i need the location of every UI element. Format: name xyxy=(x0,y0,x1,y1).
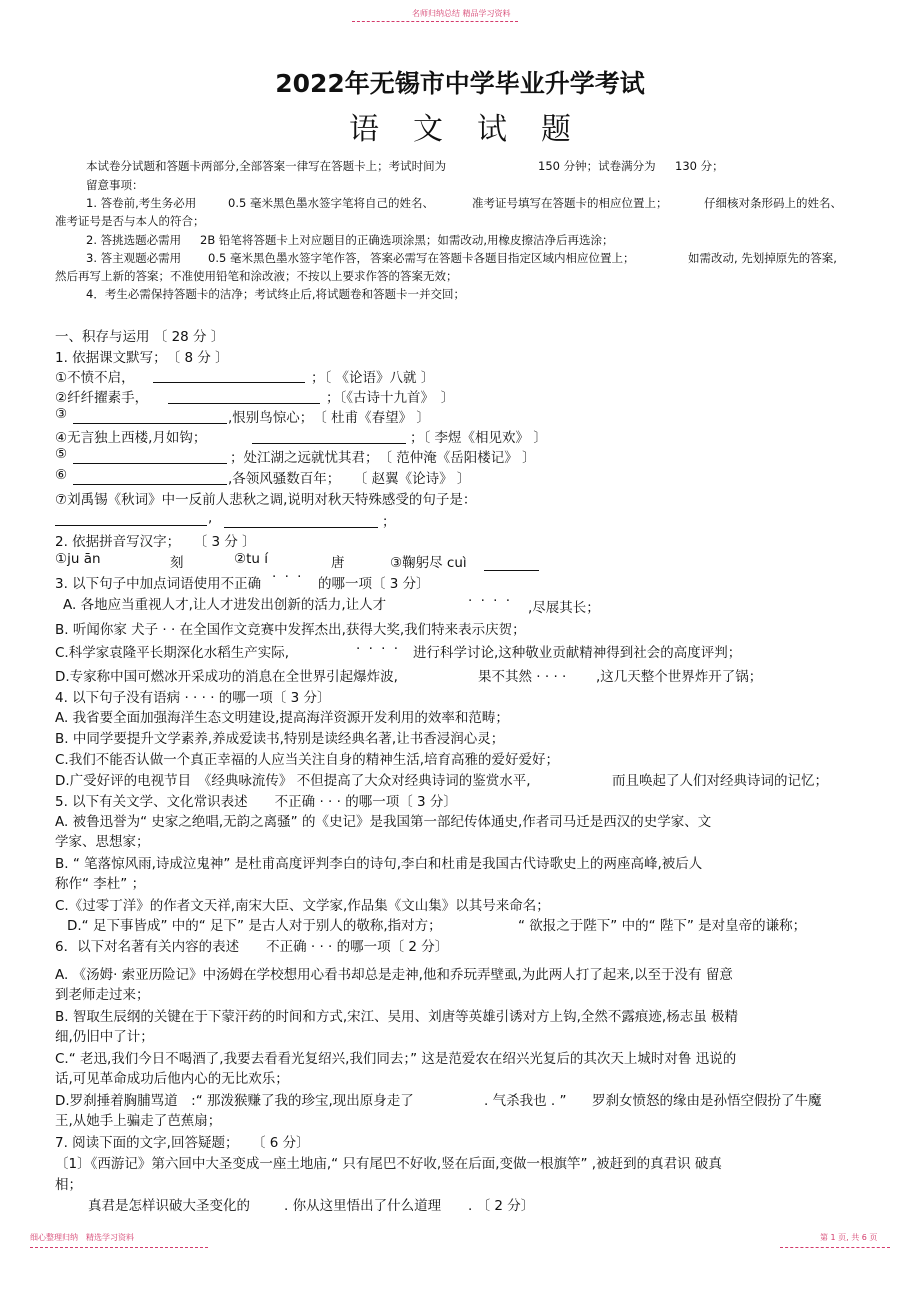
answer-blank[interactable] xyxy=(252,443,406,444)
notice-1d: 仔细核对条形码上的姓名、 xyxy=(704,196,842,210)
notice-3d: 如需改动, 先划掉原先的答案, xyxy=(688,251,837,265)
q4-title: 4. 以下句子没有语病 · · · · 的哪一项〔 3 分〕 xyxy=(55,690,331,706)
footer-page-number: 第 1 页, 共 6 页 xyxy=(820,1233,878,1242)
section-heading: 一、积存与运用 〔 28 分 〕 xyxy=(55,329,225,345)
q2-c: ③鞠躬尽 cuì xyxy=(390,555,467,571)
answer-blank[interactable] xyxy=(55,525,207,526)
q6-A2: 到老师走过来； xyxy=(55,987,150,1003)
notice-1a: 1. 答卷前,考生务必用 xyxy=(86,196,197,210)
q3-title: 3. 以下句子中加点词语使用不正确 xyxy=(55,576,262,592)
q7-p2: 真君是怎样识破大圣变化的 xyxy=(88,1198,250,1214)
q7-p2c: . 〔 2 分〕 xyxy=(468,1198,535,1214)
notice-1e: 准考证号是否与本人的符合； xyxy=(55,214,205,228)
q7-p1: 〔1〕《西游记》第六回中大圣变成一座土地庙,“ 只有尾巴不好收,竖在后面,变做一根旗竿” ,被赶到的真君识 破真 xyxy=(55,1156,722,1172)
q1-line3b: ,恨别鸟惊心； 〔 杜甫《春望》 〕 xyxy=(228,410,430,426)
q1-line2b: ；〔《古诗十九首》 〕 xyxy=(326,390,455,406)
q5-B2: 称作“ 李杜” ； xyxy=(55,876,146,892)
q6-A: A. 《汤姆· 索亚历险记》中汤姆在学校想用心看书却总是走神,他和乔玩弄壁虱,为此两人打了起来,以至于没有 留意 xyxy=(55,967,733,983)
q5-title: 5. 以下有关文学、文化常识表述 不正确 · · · 的哪一项〔 3 分〕 xyxy=(55,794,457,810)
q5-D2: “ 欲报之于陛下” 中的“ 陛下” 是对皇帝的谦称； xyxy=(518,918,807,934)
q1-line1b: ；〔 《论语》八就 〕 xyxy=(311,370,435,386)
notice-1b: 0.5 毫米黑色墨水签字笔将自己的姓名、 xyxy=(228,196,434,210)
q7-title: 7. 阅读下面的文字,回答疑题； 〔 6 分〕 xyxy=(55,1135,310,1151)
notice-3a: 3. 答主观题必需用 xyxy=(86,251,182,265)
q3-B: B. 听闻你家 犬子 · · 在全国作文竞赛中发挥杰出,获得大奖,我们特来表示庆贺； xyxy=(55,622,526,638)
q3-C2: 进行科学讨论,这种敬业贡献精神得到社会的高度评判； xyxy=(413,645,742,661)
footer-dashes-right xyxy=(780,1247,890,1248)
q1-line6b: ,各领风骚数百年； 〔 赵翼《论诗》 〕 xyxy=(228,471,471,487)
q1-line7-comma: , xyxy=(208,510,213,526)
q3-D3: ,这几天整个世界炸开了锅； xyxy=(596,669,763,685)
answer-blank[interactable] xyxy=(224,527,378,528)
q1-line6a: ⑥ xyxy=(55,467,68,483)
footer-left: 细心整理归纳 精选学习资料 xyxy=(30,1233,134,1242)
q2-b2: 唐 xyxy=(331,555,345,571)
q1-line3a: ③ xyxy=(55,406,68,422)
q3-A: A. 各地应当重视人才,让人才进发出创新的活力,让人才 xyxy=(63,597,387,613)
q4-C: C.我们不能否认做一个真正幸福的人应当关注自身的精神生活,培育高雅的爱好爱好； xyxy=(55,752,560,768)
answer-blank[interactable] xyxy=(73,463,227,464)
q3-C-dots: · · · · xyxy=(356,641,401,657)
q3-D2: 果不其然 · · · · xyxy=(478,669,567,685)
header-dashes xyxy=(352,21,518,22)
q1-line7: ⑦刘禹锡《秋词》中一反前人悲秋之调,说明对秋天特殊感受的句子是： xyxy=(55,492,477,508)
q1-line4a: ④无言独上西楼,月如钩； xyxy=(55,430,207,446)
q1-line2a: ②纤纤擢素手， xyxy=(55,390,149,406)
q2-title: 2. 依据拼音写汉字； 〔 3 分 〕 xyxy=(55,534,256,550)
q1-title: 1. 依据课文默写； 〔 8 分 〕 xyxy=(55,350,229,366)
q6-C: C.“ 老迅,我们今日不喝酒了,我要去看看光复绍兴,我们同去；” 这是范爱农在绍兴光复后的其次天上城时对鲁 迅说的 xyxy=(55,1051,737,1067)
q3-A-dots: · · · · xyxy=(468,593,513,609)
notice-2a: 2. 答挑选题必需用 xyxy=(86,233,182,247)
q3-D: D.专家称中国可燃冰开采成功的消息在全世界引起爆炸波, xyxy=(55,669,398,685)
notice-2b: 2B 铅笔将答题卡上对应题目的正确选项涂黑；如需改动,用橡皮擦洁净后再选涂； xyxy=(200,233,614,247)
answer-blank[interactable] xyxy=(153,382,305,383)
notice-label: 留意事项： xyxy=(86,178,144,192)
q4-B: B. 中同学要提升文学素养,养成爱读书,特别是读经典名著,让书香浸润心灵； xyxy=(55,731,505,747)
notice-4: 4．考生必需保持答题卡的洁净；考试终止后,将试题卷和答题卡一并交回； xyxy=(86,287,465,301)
q5-B: B. “ 笔落惊风雨,诗成泣鬼神” 是杜甫高度评判李白的诗句,李白和杜甫是我国古代诗歌史上的两座高峰,被后人 xyxy=(55,856,703,872)
q3-title-dots: · · · xyxy=(272,569,304,585)
intro-b: 150 分钟；试卷满分为 xyxy=(538,159,656,173)
q6-D4: 王,从她手上骗走了芭蕉扇； xyxy=(55,1113,222,1129)
q2-a: ①ju ān xyxy=(55,551,101,567)
footer-dashes-left xyxy=(30,1247,208,1248)
q4-D2: 而且唤起了人们对经典诗词的记忆； xyxy=(612,773,828,789)
subject-title: 语文试题 xyxy=(349,112,605,147)
q5-C: C.《过零丁洋》的作者文天祥,南宋大臣、文学家,作品集《文山集》以其号来命名； xyxy=(55,898,550,914)
q1-line5a: ⑤ xyxy=(55,446,68,462)
q3-C: C.科学家袁隆平长期深化水稻生产实际, xyxy=(55,645,290,661)
answer-blank[interactable] xyxy=(73,423,227,424)
answer-blank[interactable] xyxy=(168,403,320,404)
q3-title-b: 的哪一项〔 3 分〕 xyxy=(318,576,430,592)
notice-3e: 然后再写上新的答案；不准使用铅笔和涂改液；不按以上要求作答的答案无效； xyxy=(55,269,458,283)
q5-D: D.“ 足下事皆成” 中的“ 足下” 是古人对于别人的敬称,指对方； xyxy=(67,918,442,934)
q1-line1a: ①不愤不启， xyxy=(55,370,135,386)
q6-B: B. 智取生辰纲的关键在于下蒙汗药的时间和方式,宋江、吴用、刘唐等英雄引诱对方上钩,全然不露痕迹,杨志虽 极精 xyxy=(55,1009,739,1025)
answer-blank[interactable] xyxy=(484,570,539,571)
notice-3b: 0.5 毫米黑色墨水签字笔作答， xyxy=(208,251,368,265)
q7-p2b: . 你从这里悟出了什么道理 xyxy=(284,1198,442,1214)
q6-title: 6．以下对名著有关内容的表述 不正确 · · · 的哪一项〔 2 分〕 xyxy=(55,939,449,955)
answer-blank[interactable] xyxy=(73,484,227,485)
q7-p1b: 相； xyxy=(55,1177,82,1193)
q3-A2: ,尽展其长； xyxy=(528,600,600,616)
q6-D: D.罗刹捶着胸脯骂道 :“ 那泼猴赚了我的珍宝,现出原身走了 xyxy=(55,1093,414,1109)
intro-a: 本试卷分试题和答题卡两部分,全部答案一律写在答题卡上；考试时间为 xyxy=(86,159,447,173)
intro-c: 130 分； xyxy=(675,159,724,173)
q2-b: ②tu í xyxy=(234,551,268,567)
exam-title: 2022年无锡市中学毕业升学考试 xyxy=(275,69,645,98)
q1-line5b: ；处江湖之远就忧其君； 〔 范仲淹《岳阳楼记》 〕 xyxy=(230,450,536,466)
q1-line4b: ；〔 李煜《相见欢》 〕 xyxy=(410,430,547,446)
q6-D3: 罗刹女愤怒的缘由是孙悟空假扮了牛魔 xyxy=(592,1093,822,1109)
q6-C2: 话,可见革命成功后他内心的无比欢乐； xyxy=(55,1071,289,1087)
q2-a2: 刻 xyxy=(170,555,184,571)
q4-A: A. 我省要全面加强海洋生态文明建设,提高海洋资源开发利用的效率和范畴； xyxy=(55,710,509,726)
header-text: 名师归纳总结 精品学习资料 xyxy=(412,9,511,18)
q6-B2: 细,仍旧中了计； xyxy=(55,1029,154,1045)
q5-A: A. 被鲁迅誉为“ 史家之绝唱,无韵之离骚” 的《史记》是我国第一部纪传体通史,作者司马迁是西汉的史学家、文 xyxy=(55,814,712,830)
q1-line7-semicolon: ； xyxy=(382,514,396,530)
notice-1c: 准考证号填写在答题卡的相应位置上； xyxy=(472,196,668,210)
q5-A2: 学家、思想家； xyxy=(55,834,150,850)
q4-D: D.广受好评的电视节目 《经典咏流传》 不但提高了大众对经典诗词的鉴赏水平, xyxy=(55,773,531,789)
notice-3c: 答案必需写在答题卡各题目指定区域内相应位置上； xyxy=(370,251,635,265)
q6-D2: . 气杀我也 . ” xyxy=(484,1093,567,1109)
